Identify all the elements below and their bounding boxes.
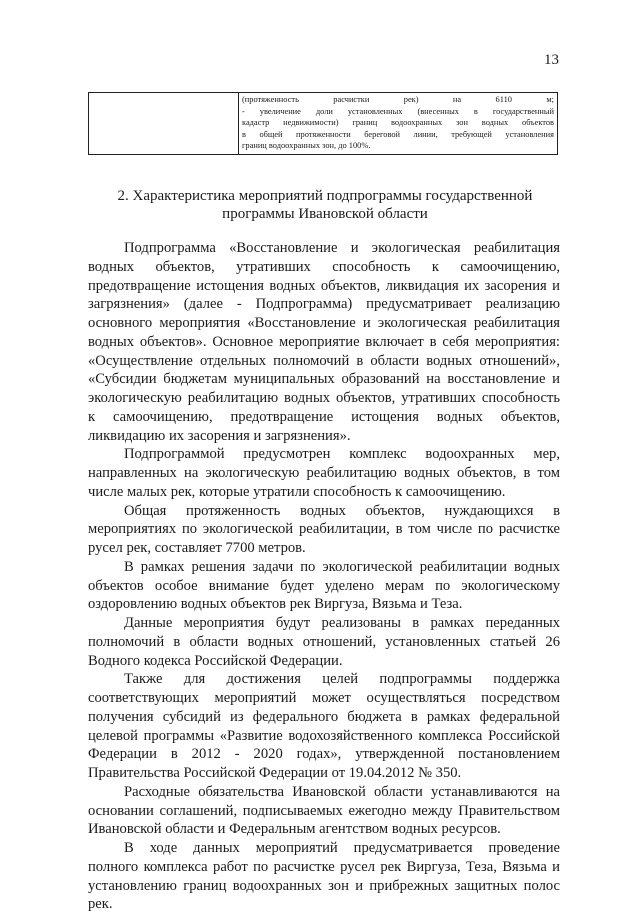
paragraph-line: водных объектов». Основное мероприятие включает в себя мероприятия: [88,333,560,350]
paragraph-line: числе малых рек, которые утратили способность к самоочищению. [88,483,506,500]
paragraph-line: Данные мероприятия будут реализованы в рамках переданных [124,615,560,631]
paragraph-line: установлению границ водоохранных зон и прибрежных защитных полос [88,877,560,894]
table-cell-line: кадастр недвижимости) границ водоохранных зон водных объектов [242,118,554,128]
paragraph-line: рек. [88,896,113,913]
table-cell-line: (протяженность расчистки рек) на 6110 м; [242,95,554,104]
table-cell-line: границ водоохранных зон, до 100%. [242,141,371,151]
paragraph-line: Расходные обязательства Ивановской области устанавливаются на [124,783,560,800]
paragraph-line: полного комплекса работ по расчистке русел рек Виргуза, Теза, Вязьма и [88,858,560,875]
paragraph-line: оздоровлению водных объектов рек Виргуза, Вязьма и Теза. [88,596,463,613]
paragraph-line: соответствующих мероприятий может осуществляться посредством [88,690,560,706]
paragraph-line: В рамках решения задачи по экологической реабилитации водных [124,558,560,575]
paragraph-line: к самоочищению, предотвращение истощения водных объектов, [88,408,560,425]
table-cell-line: в общей протяженности береговой линии, требующей установления [242,129,554,139]
paragraph-line: Правительства Российской Федерации от 19.04.2012 № 350. [88,765,462,781]
table-cell-line: - увеличение доли установленных (внесенных в государственный [242,106,554,116]
paragraph-line: направленных на экологическую реабилитацию водных объектов, в том [88,465,560,481]
paragraph-line: получения субсидий из федерального бюджета в рамках федеральной [88,708,560,725]
paragraph-line: Федерации в 2012 - 2020 годах», утвержденной постановлением [88,746,560,763]
paragraph-line: Общая протяженность водных объектов, нуждающихся в [124,502,560,519]
paragraph-line: Подпрограммой предусмотрен комплекс водоохранных мер, [124,446,560,463]
paragraph-line: ликвидацию их засорения и загрязнения». [88,427,351,444]
paragraph-line: предотвращение истощения водных объектов, ликвидация их засорения и [88,277,560,294]
paragraph-line: русел рек, составляет 7700 метров. [88,540,306,556]
table-cell-empty [89,93,239,155]
paragraph-line: водных объектов, утративших способность к самоочищению, [88,258,560,275]
paragraph-line: объектов особое внимание будет уделено мерам по экологическому [88,577,560,594]
continuation-table [88,92,558,155]
section-title-line: 2. Характеристика мероприятий подпрограммы государственной [117,188,533,204]
paragraph-line: В ходе данных мероприятий предусматривается проведение [124,840,560,856]
paragraph-line: «Субсидии бюджетам муниципальных образований на восстановление и [88,371,560,388]
paragraph-line: экологическую реабилитацию водных объектов, утративших способность [88,390,560,406]
paragraph-line: мероприятиях по экологической реабилитации, в том числе по расчистке [88,521,560,538]
section-title [90,187,560,223]
paragraph-line: загрязнения» (далее - Подпрограмма) предусматривает реализацию [88,296,560,313]
body-text [88,239,560,914]
page-number: 13 [544,52,559,68]
paragraph-line: «Осуществление отдельных полномочий в области водных отношений», [88,352,560,369]
table-cell-text [239,93,558,155]
paragraph-line: Водного кодекса Российской Федерации. [88,652,343,669]
paragraph-line: основного мероприятия «Восстановление и экологическая реабилитация [88,315,560,331]
paragraph-line: Подпрограмма «Восстановление и экологическая реабилитация [124,240,560,256]
paragraph-line: полномочий в области водных отношений, установленных статьей 26 [88,633,560,650]
paragraph-line: целевой программы «Развитие водохозяйственного комплекса Российской [88,727,560,744]
paragraph-line: Ивановской области и Федеральным агентством водных ресурсов. [88,821,501,838]
paragraph-line: Также для достижения целей подпрограммы поддержка [124,671,560,688]
table-row [89,93,558,155]
section-title-line: программы Ивановской области [222,206,428,222]
paragraph-line: основании соглашений, подписываемых ежегодно между Правительством [88,802,560,819]
